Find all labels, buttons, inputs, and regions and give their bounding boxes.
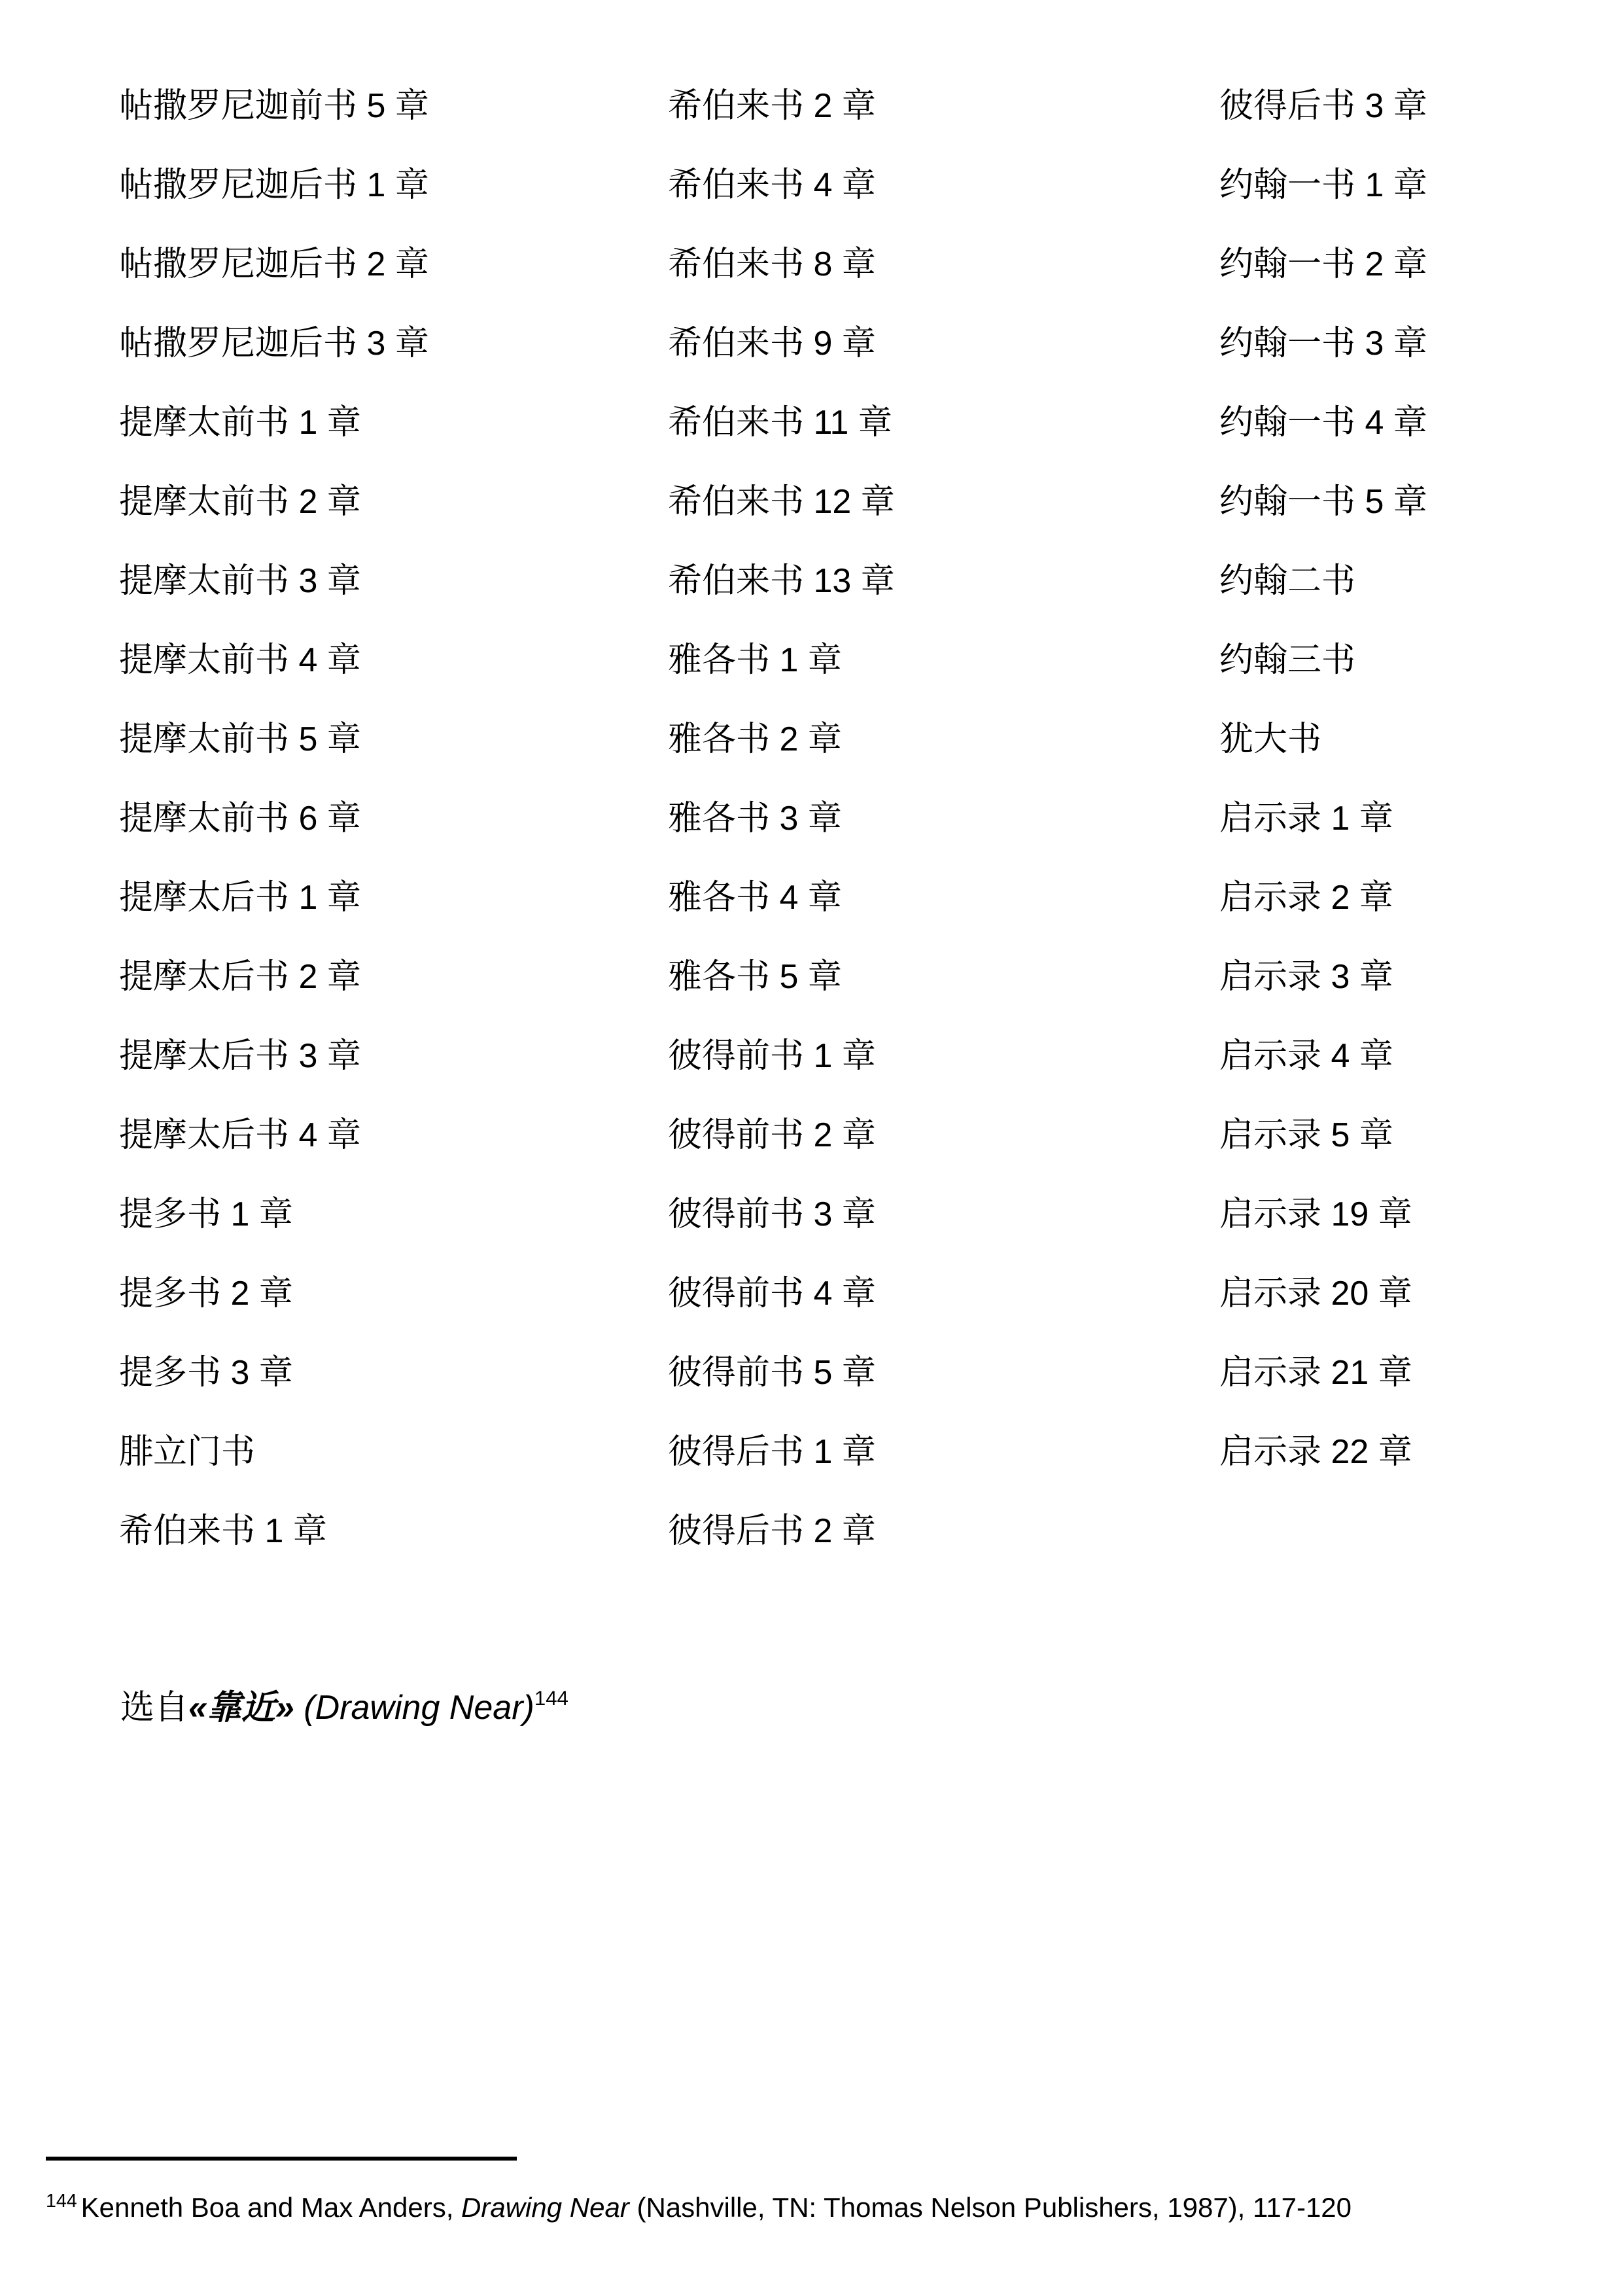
list-item: 启示录 3 章 [1219, 958, 1393, 996]
list-item: 提摩太前书 5 章 [119, 720, 361, 758]
list-item: 启示录 22 章 [1219, 1433, 1412, 1471]
list-item: 启示录 21 章 [1219, 1354, 1412, 1392]
list-item: 帖撒罗尼迦后书 2 章 [119, 245, 429, 283]
list-item: 约翰二书 [1219, 562, 1356, 600]
list-item: 启示录 19 章 [1219, 1195, 1412, 1233]
list-item: 提多书 2 章 [119, 1275, 293, 1313]
list-item: 约翰三书 [1219, 641, 1356, 679]
list-item: 雅各书 5 章 [668, 958, 842, 996]
reading-list-column-2 [668, 67, 1178, 1571]
list-item: 犹大书 [1219, 720, 1322, 758]
list-item: 提摩太后书 3 章 [119, 1037, 361, 1075]
footnote-authors: Kenneth Boa and Max Anders, [80, 2192, 462, 2223]
footnote-book-title: Drawing Near [461, 2192, 629, 2223]
list-item: 帖撒罗尼迦后书 3 章 [119, 325, 429, 362]
footnote-divider [46, 2157, 517, 2161]
list-item: 雅各书 2 章 [668, 720, 842, 758]
footnote [46, 2189, 1352, 2227]
list-item: 希伯来书 11 章 [668, 404, 892, 442]
list-item: 启示录 20 章 [1219, 1275, 1412, 1313]
list-item: 希伯来书 9 章 [668, 325, 876, 362]
list-item: 提摩太前书 6 章 [119, 800, 361, 838]
footnote-publication-info: (Nashville, TN: Thomas Nelson Publishers, 1987), 117-120 [629, 2192, 1352, 2223]
list-item: 雅各书 4 章 [668, 879, 842, 917]
list-item: 彼得前书 2 章 [668, 1116, 876, 1154]
list-item: 彼得后书 3 章 [1219, 87, 1427, 125]
list-item: 启示录 1 章 [1219, 800, 1393, 838]
citation-book-title-cjk: «靠近» [188, 1689, 294, 1727]
citation-footnote-ref: 144 [534, 1686, 568, 1710]
list-item: 约翰一书 2 章 [1219, 245, 1427, 283]
list-item: 提摩太前书 2 章 [119, 483, 361, 521]
list-item: 提多书 3 章 [119, 1354, 293, 1392]
list-item: 希伯来书 4 章 [668, 166, 876, 204]
list-item: 希伯来书 12 章 [668, 483, 895, 521]
list-item: 雅各书 1 章 [668, 641, 842, 679]
list-item: 彼得前书 3 章 [668, 1195, 876, 1233]
list-item: 提摩太前书 1 章 [119, 404, 361, 442]
list-item: 彼得后书 1 章 [668, 1433, 876, 1471]
list-item: 希伯来书 8 章 [668, 245, 876, 283]
reading-list-column-3 [1219, 67, 1623, 1492]
list-item: 约翰一书 3 章 [1219, 325, 1427, 362]
list-item: 彼得后书 2 章 [668, 1512, 876, 1550]
list-item: 腓立门书 [119, 1433, 256, 1471]
list-item: 希伯来书 2 章 [668, 87, 876, 125]
list-item: 启示录 4 章 [1219, 1037, 1393, 1075]
list-item: 帖撒罗尼迦前书 5 章 [119, 87, 429, 125]
list-item: 帖撒罗尼迦后书 1 章 [119, 166, 429, 204]
list-item: 提摩太后书 2 章 [119, 958, 361, 996]
list-item: 提摩太前书 4 章 [119, 641, 361, 679]
reading-list-column-1 [119, 67, 629, 1571]
list-item: 彼得前书 4 章 [668, 1275, 876, 1313]
list-item: 雅各书 3 章 [668, 800, 842, 838]
list-item: 启示录 2 章 [1219, 879, 1393, 917]
list-item: 提多书 1 章 [119, 1195, 293, 1233]
citation-prefix: 选自 [120, 1689, 189, 1727]
list-item: 提摩太后书 4 章 [119, 1116, 361, 1154]
list-item: 约翰一书 4 章 [1219, 404, 1427, 442]
footnote-ref-number: 144 [46, 2191, 77, 2212]
list-item: 约翰一书 1 章 [1219, 166, 1427, 204]
citation-book-title-latin: (Drawing Near) [294, 1689, 534, 1727]
list-item: 希伯来书 1 章 [119, 1512, 327, 1550]
citation-line [120, 1669, 568, 1748]
list-item: 约翰一书 5 章 [1219, 483, 1427, 521]
list-item: 提摩太后书 1 章 [119, 879, 361, 917]
list-item: 彼得前书 1 章 [668, 1037, 876, 1075]
list-item: 提摩太前书 3 章 [119, 562, 361, 600]
list-item: 启示录 5 章 [1219, 1116, 1393, 1154]
list-item: 希伯来书 13 章 [668, 562, 895, 600]
list-item: 彼得前书 5 章 [668, 1354, 876, 1392]
